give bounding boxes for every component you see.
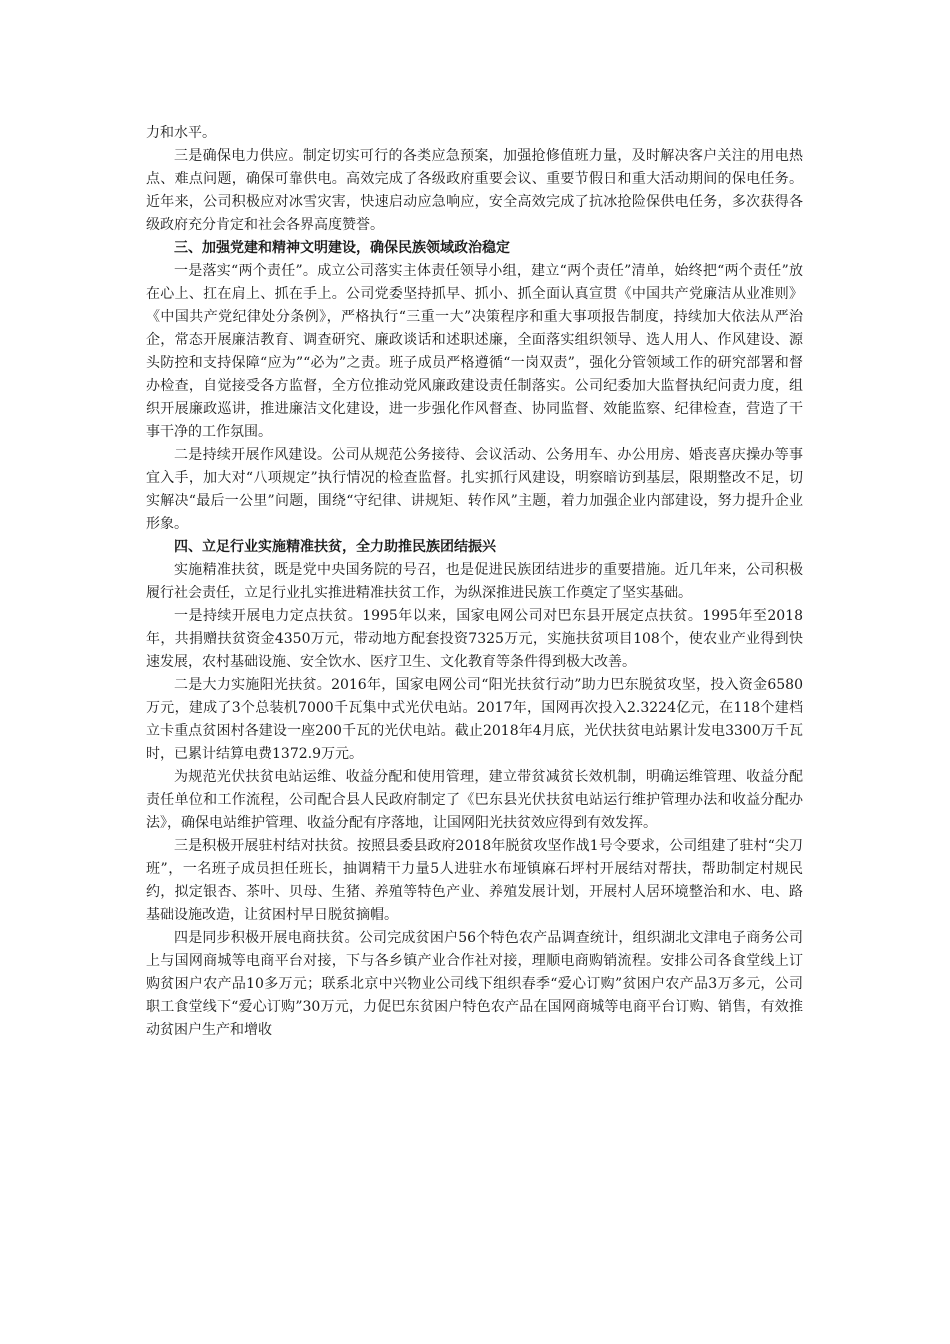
body-paragraph: 三是积极开展驻村结对扶贫。按照县委县政府2018年脱贫攻坚作战1号令要求，公司组建了驻村“尖刀班”，一名班子成员担任班长，抽调精干力量5人进驻水布垭镇麻石坪村开展结对帮扶，帮助制定村规民约，拟定银杏、茶叶、贝母、生猪、养殖等特色产业、养殖发展计划，开展村人居环境整治和水、电、路基础设施改造，让贫困村早日脱贫摘帽。 <box>146 838 803 923</box>
body-paragraph: 一是落实“两个责任”。成立公司落实主体责任领导小组，建立“两个责任”清单，始终把“两个责任”放在心上、扛在肩上、抓在手上。公司党委坚持抓早、抓小、抓全面认真宣贯《中国共产党廉洁从业准则》《中国共产党纪律处分条例》，严格执行“三重一大”决策程序和重大事项报告制度，持续加大依法从严治企，常态开展廉洁教育、调查研究、廉政谈话和述职述廉，全面落实组织领导、选人用人、作风建设、源头防控和支持保障“应为”“必为”之责。班子成员严格遵循“一岗双责”，强化分管领域工作的研究部署和督办检查，自觉接受各方监督，全方位推动党风廉政建设责任制落实。公司纪委加大监督执纪问责力度，组织开展廉政巡讲，推进廉洁文化建设，进一步强化作风督查、协同监督、效能监察、纪律检查，营造了干事干净的工作氛围。 <box>146 263 803 440</box>
body-paragraph: 三是确保电力供应。制定切实可行的各类应急预案，加强抢修值班力量，及时解决客户关注的用电热点、难点问题，确保可靠供电。高效完成了各级政府重要会议、重要节假日和重大活动期间的保电任务。近年来，公司积极应对冰雪灾害，快速启动应急响应，安全高效完成了抗冰抢险保供电任务，多次获得各级政府充分肯定和社会各界高度赞誉。 <box>146 148 803 233</box>
body-paragraph: 二是大力实施阳光扶贫。2016年，国家电网公司“阳光扶贫行动”助力巴东脱贫攻坚，投入资金6580万元，建成了3个总装机7000千瓦集中式光伏电站。2017年，国网再次投入2.3224亿元，在118个建档立卡重点贫困村各建设一座200千瓦的光伏电站。截止2018年4月底，光伏扶贫电站累计发电3300万千瓦时，已累计结算电费1372.9万元。 <box>146 677 803 762</box>
body-paragraph: 四是同步积极开展电商扶贫。公司完成贫困户56个特色农产品调查统计，组织湖北文津电子商务公司上与国网商城等电商平台对接，下与各乡镇产业合作社对接，理顺电商购销流程。安排公司各食堂线上订购贫困户农产品10多万元；联系北京中兴物业公司线下组织春季“爱心订购”贫困户农产品3万多元，公司职工食堂线下“爱心订购”30万元，力促巴东贫困户特色农产品在国网商城等电商平台订购、销售，有效推动贫困户生产和增收 <box>146 930 803 1038</box>
body-paragraph: 实施精准扶贫，既是党中央国务院的号召，也是促进民族团结进步的重要措施。近几年来，公司积极履行社会责任，立足行业扎实推进精准扶贫工作，为纵深推进民族工作奠定了坚实基础。 <box>146 562 803 601</box>
body-paragraph: 二是持续开展作风建设。公司从规范公务接待、会议活动、公务用车、办公用房、婚丧喜庆操办等事宜入手，加大对“八项规定”执行情况的检查监督。扎实抓行风建设，明察暗访到基层，限期整改不足，切实解决“最后一公里”问题，围绕“守纪律、讲规矩、转作风”主题，着力加强企业内部建设，努力提升企业形象。 <box>146 447 803 532</box>
section-heading: 三、加强党建和精神文明建设，确保民族领域政治稳定 <box>174 240 510 256</box>
body-paragraph: 为规范光伏扶贫电站运维、收益分配和使用管理，建立带贫减贫长效机制，明确运维管理、收益分配责任单位和工作流程，公司配合县人民政府制定了《巴东县光伏扶贫电站运行维护管理办法和收益分配办法》，确保电站维护管理、收益分配有序落地，让国网阳光扶贫效应得到有效发挥。 <box>146 769 803 831</box>
body-paragraph: 力和水平。 <box>146 125 216 141</box>
section-heading: 四、立足行业实施精准扶贫，全力助推民族团结振兴 <box>174 539 496 555</box>
document-body <box>146 122 803 1042</box>
body-paragraph: 一是持续开展电力定点扶贫。1995年以来，国家电网公司对巴东县开展定点扶贫。1995年至2018年，共捐赠扶贫资金4350万元，带动地方配套投资7325万元，实施扶贫项目108个，使农业产业得到快速发展，农村基础设施、安全饮水、医疗卫生、文化教育等条件得到极大改善。 <box>146 608 803 670</box>
